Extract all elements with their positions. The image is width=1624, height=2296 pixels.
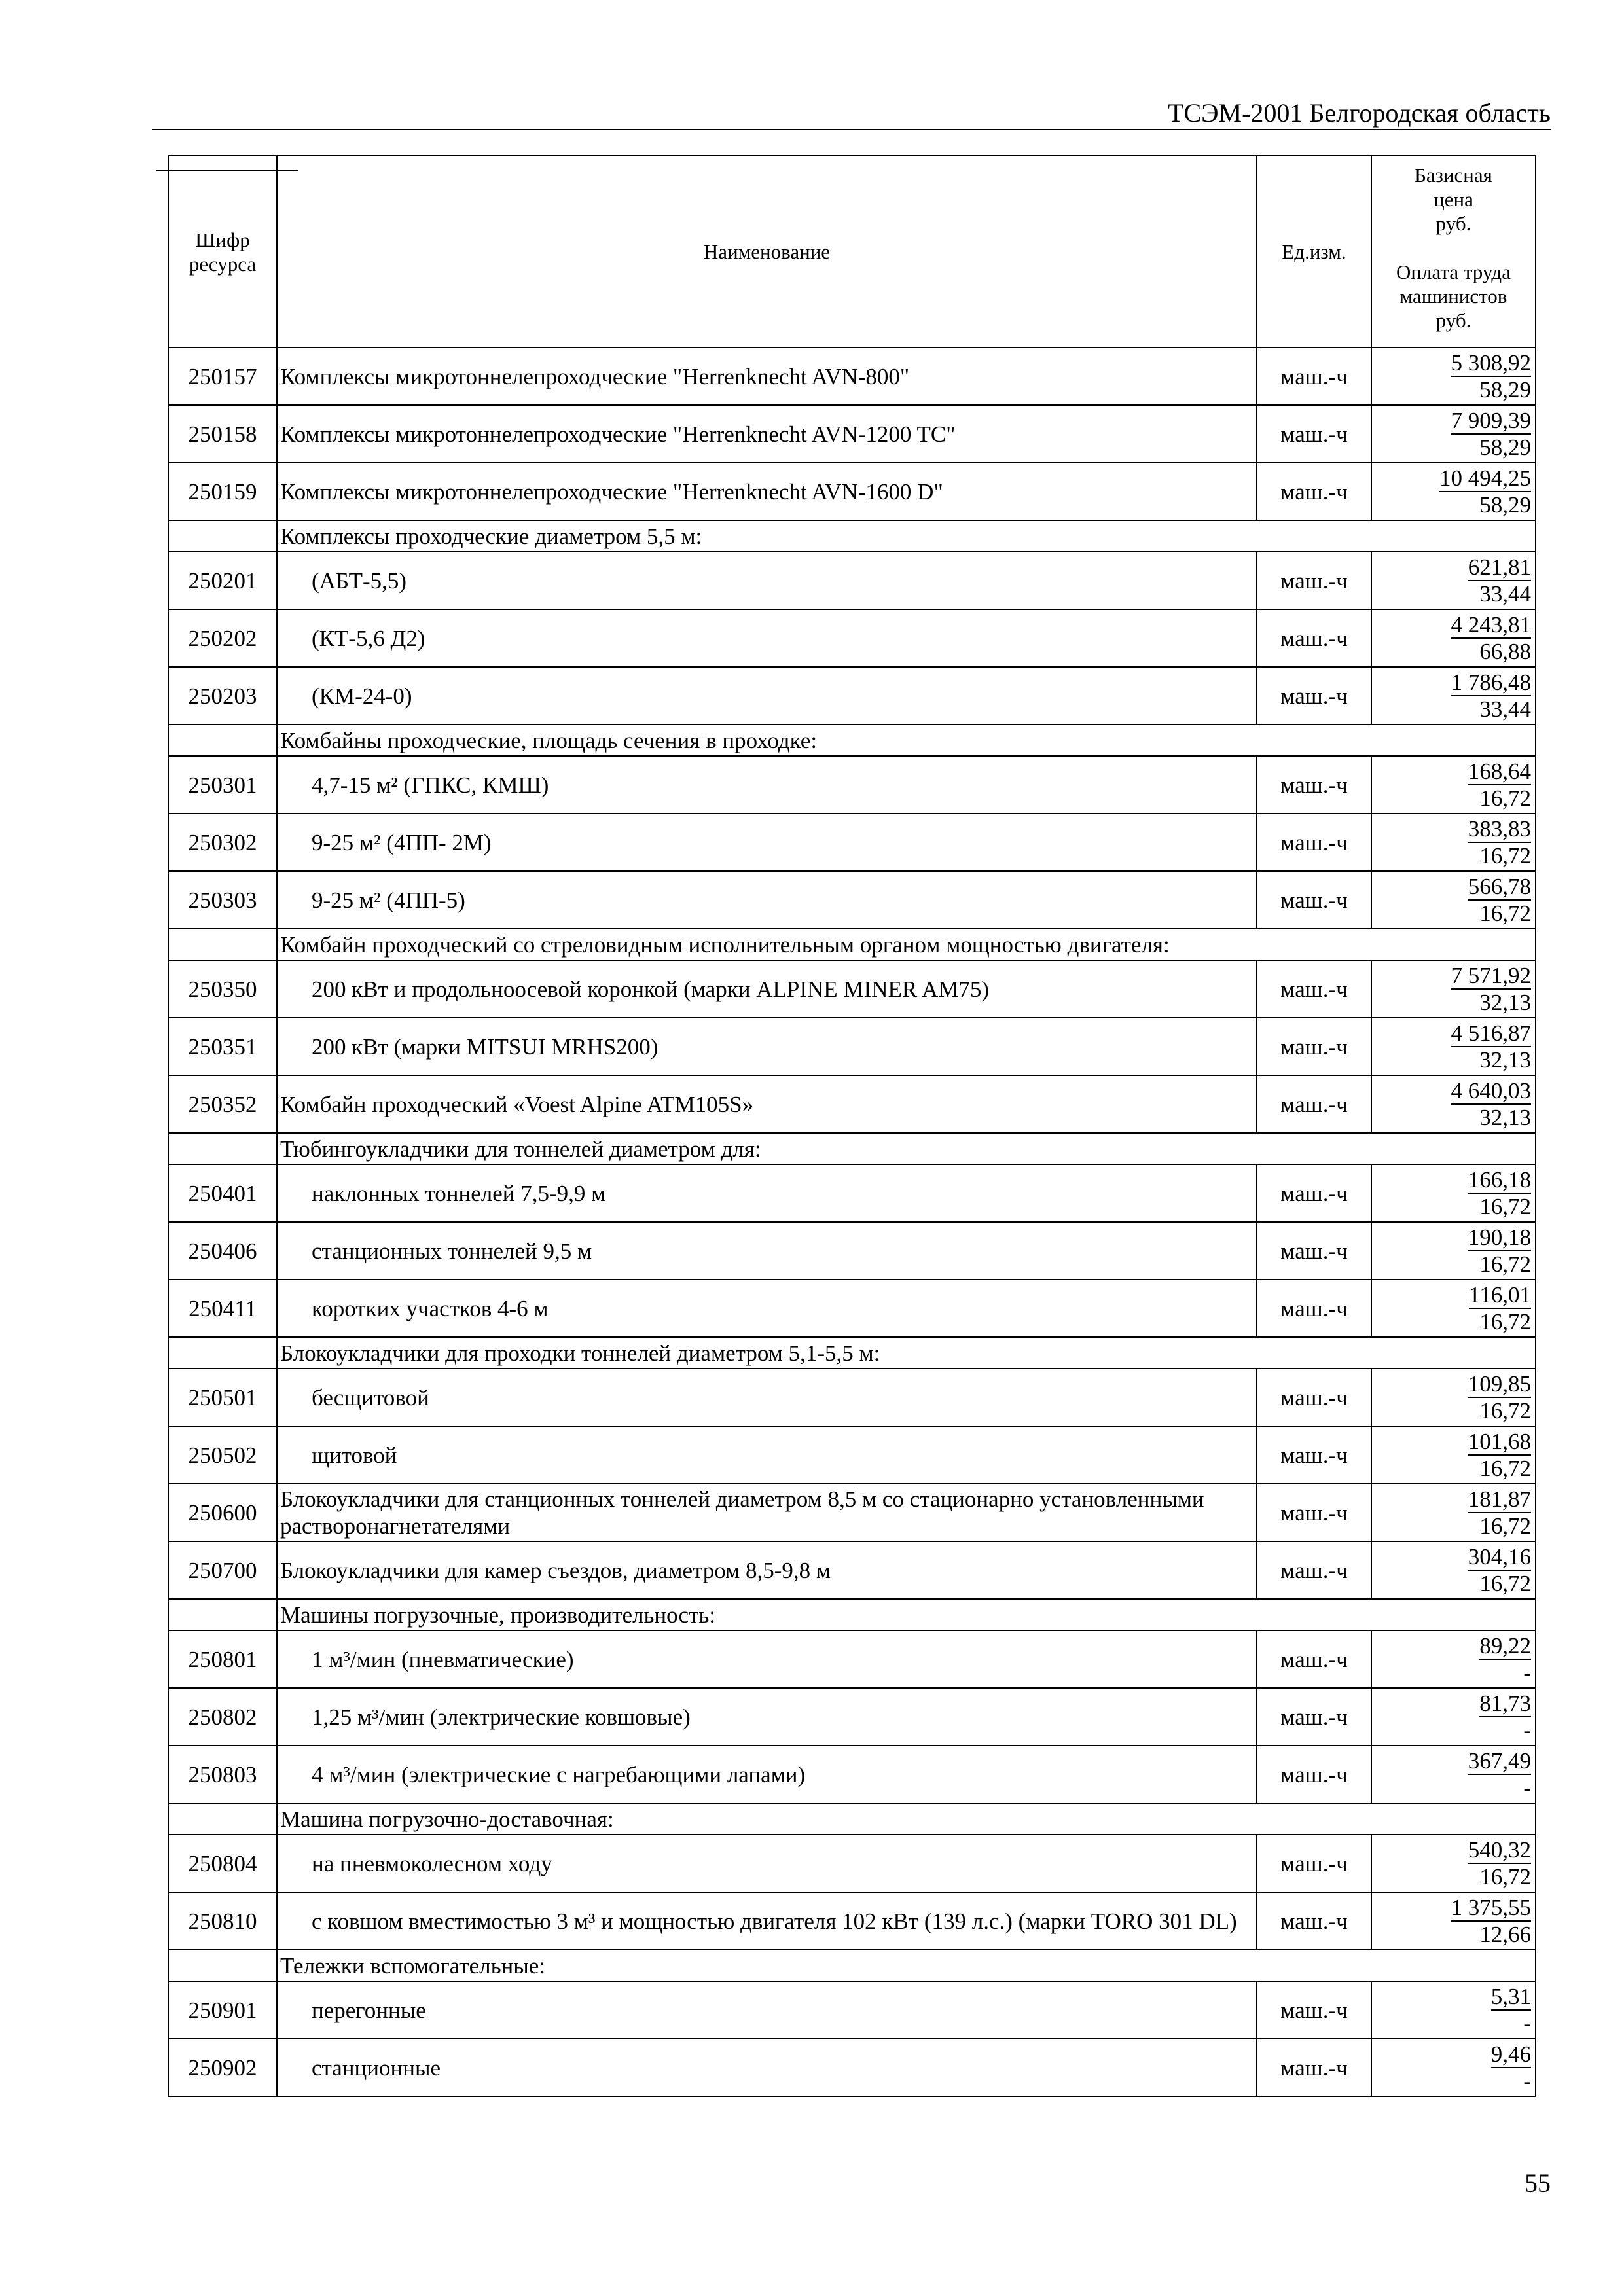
table-row	[168, 1981, 1536, 2039]
resource-name: Блокоукладчики для станционных тоннелей диаметром 8,5 м со стационарно установленными растворонагнетателями	[277, 1484, 1257, 1541]
operator-wage: 32,13	[1479, 1105, 1531, 1130]
resource-code: 250802	[168, 1688, 277, 1746]
section-heading-row	[168, 1803, 1536, 1835]
header-rule	[152, 129, 1551, 130]
resource-name: Комплексы микротоннелепроходческие "Herrenknecht AVN-800"	[277, 348, 1257, 405]
operator-wage: 66,88	[1479, 639, 1531, 664]
base-price: 4 516,87	[1451, 1020, 1531, 1046]
table-row	[168, 552, 1536, 609]
section-heading: Тележки вспомогательные:	[277, 1950, 1536, 1981]
operator-wage: -	[1523, 2011, 1531, 2036]
price-cell	[1371, 1981, 1536, 2039]
resource-name: 200 кВт (марки MITSUI MRHS200)	[277, 1018, 1257, 1075]
header-price-line: цена	[1434, 188, 1473, 211]
operator-wage: 16,72	[1479, 785, 1531, 811]
table-row	[168, 871, 1536, 929]
base-price: 7 909,39	[1451, 408, 1531, 433]
operator-wage: 33,44	[1479, 696, 1531, 722]
base-price: 383,83	[1468, 816, 1531, 842]
base-price: 7 571,92	[1451, 963, 1531, 988]
resource-code: 250352	[168, 1075, 277, 1133]
unit: маш.-ч	[1257, 552, 1371, 609]
header-code: Шифр ресурса	[168, 156, 277, 348]
resource-name: Комбайн проходческий «Voest Alpine ATM105S»	[277, 1075, 1257, 1133]
unit: маш.-ч	[1257, 1630, 1371, 1688]
operator-wage: 33,44	[1479, 581, 1531, 607]
operator-wage: 16,72	[1479, 1398, 1531, 1424]
resource-code: 250158	[168, 405, 277, 463]
resource-code: 250901	[168, 1981, 277, 2039]
table-row	[168, 1688, 1536, 1746]
resource-code: 250157	[168, 348, 277, 405]
table-row	[168, 667, 1536, 725]
operator-wage: 16,72	[1479, 1456, 1531, 1481]
section-heading: Комбайн проходческий со стреловидным исполнительным органом мощностью двигателя:	[277, 929, 1536, 960]
section-code-cell	[168, 1599, 277, 1630]
price-cell	[1371, 1746, 1536, 1803]
base-price: 5,31	[1490, 1984, 1531, 2009]
section-heading: Машина погрузочно-доставочная:	[277, 1803, 1536, 1835]
resource-name: 9-25 м² (4ПП- 2М)	[277, 814, 1257, 871]
page-number: 55	[1525, 2168, 1551, 2198]
resource-code: 250411	[168, 1280, 277, 1337]
section-heading: Машины погрузочные, производительность:	[277, 1599, 1536, 1630]
operator-wage: 58,29	[1479, 492, 1531, 518]
price-cell	[1371, 1222, 1536, 1280]
unit: маш.-ч	[1257, 2039, 1371, 2096]
resource-code: 250303	[168, 871, 277, 929]
price-cell	[1371, 2039, 1536, 2096]
section-code-cell	[168, 929, 277, 960]
base-price: 168,64	[1468, 759, 1531, 784]
price-cell	[1371, 348, 1536, 405]
base-price: 9,46	[1490, 2041, 1531, 2067]
resource-code: 250801	[168, 1630, 277, 1688]
price-cell	[1371, 960, 1536, 1018]
base-price: 190,18	[1468, 1225, 1531, 1250]
resource-name: станционные	[277, 2039, 1257, 2096]
price-cell	[1371, 814, 1536, 871]
resource-name: Комплексы микротоннелепроходческие "Herrenknecht AVN-1200 TC"	[277, 405, 1257, 463]
resource-code: 250302	[168, 814, 277, 871]
price-cell	[1371, 405, 1536, 463]
table-row	[168, 463, 1536, 520]
unit: маш.-ч	[1257, 405, 1371, 463]
resource-code: 250351	[168, 1018, 277, 1075]
unit: маш.-ч	[1257, 1369, 1371, 1426]
price-cell	[1371, 667, 1536, 725]
resource-name: 1 м³/мин (пневматические)	[277, 1630, 1257, 1688]
price-cell	[1371, 1630, 1536, 1688]
base-price: 304,16	[1468, 1544, 1531, 1570]
unit: маш.-ч	[1257, 463, 1371, 520]
base-price: 566,78	[1468, 874, 1531, 899]
resource-name: (КМ-24-0)	[277, 667, 1257, 725]
unit: маш.-ч	[1257, 1018, 1371, 1075]
unit: маш.-ч	[1257, 1075, 1371, 1133]
base-price: 4 243,81	[1451, 612, 1531, 637]
resource-code: 250201	[168, 552, 277, 609]
table-row	[168, 1222, 1536, 1280]
resource-code: 250301	[168, 756, 277, 814]
table-row	[168, 609, 1536, 667]
base-price: 109,85	[1468, 1371, 1531, 1397]
operator-wage: 58,29	[1479, 377, 1531, 403]
price-cell	[1371, 871, 1536, 929]
unit: маш.-ч	[1257, 1426, 1371, 1484]
unit: маш.-ч	[1257, 1981, 1371, 2039]
operator-wage: -	[1523, 1717, 1531, 1743]
section-code-cell	[168, 1950, 277, 1981]
header-unit: Ед.изм.	[1257, 156, 1371, 348]
resource-code: 250401	[168, 1164, 277, 1222]
operator-wage: 32,13	[1479, 1047, 1531, 1073]
table-row	[168, 756, 1536, 814]
section-heading-row	[168, 929, 1536, 960]
table-row	[168, 1426, 1536, 1484]
table-row	[168, 1075, 1536, 1133]
header-price-line: руб.	[1435, 212, 1471, 235]
price-cell	[1371, 609, 1536, 667]
resource-code: 250700	[168, 1541, 277, 1599]
base-price: 101,68	[1468, 1429, 1531, 1454]
section-heading: Комплексы проходческие диаметром 5,5 м:	[277, 520, 1536, 552]
resource-name: (АБТ-5,5)	[277, 552, 1257, 609]
table-row	[168, 1369, 1536, 1426]
resource-name: Комплексы микротоннелепроходческие "Herrenknecht AVN-1600 D"	[277, 463, 1257, 520]
operator-wage: 16,72	[1479, 901, 1531, 926]
price-cell	[1371, 1484, 1536, 1541]
price-cell	[1371, 1164, 1536, 1222]
base-price: 1 786,48	[1451, 670, 1531, 695]
operator-wage: 12,66	[1479, 1922, 1531, 1947]
table-row	[168, 814, 1536, 871]
header-wage-line: Оплата труда	[1396, 260, 1511, 283]
resource-code: 250350	[168, 960, 277, 1018]
resource-price-table	[168, 155, 1536, 2097]
price-cell	[1371, 463, 1536, 520]
header-price-line: Базисная	[1415, 164, 1492, 187]
unit: маш.-ч	[1257, 871, 1371, 929]
price-cell	[1371, 552, 1536, 609]
unit: маш.-ч	[1257, 756, 1371, 814]
resource-name: коротких участков 4-6 м	[277, 1280, 1257, 1337]
resource-name: 9-25 м² (4ПП-5)	[277, 871, 1257, 929]
operator-wage: -	[1523, 1775, 1531, 1801]
unit: маш.-ч	[1257, 1164, 1371, 1222]
price-cell	[1371, 1369, 1536, 1426]
unit: маш.-ч	[1257, 1280, 1371, 1337]
resource-code: 250406	[168, 1222, 277, 1280]
section-heading: Тюбингоукладчики для тоннелей диаметром для:	[277, 1133, 1536, 1164]
unit: маш.-ч	[1257, 1541, 1371, 1599]
table-row	[168, 348, 1536, 405]
base-price: 621,81	[1468, 554, 1531, 580]
unit: маш.-ч	[1257, 960, 1371, 1018]
resource-code: 250159	[168, 463, 277, 520]
section-heading-row	[168, 520, 1536, 552]
unit: маш.-ч	[1257, 667, 1371, 725]
base-price: 181,87	[1468, 1486, 1531, 1512]
table-header-row	[168, 156, 1536, 348]
resource-code: 250803	[168, 1746, 277, 1803]
resource-code: 250902	[168, 2039, 277, 2096]
resource-code: 250501	[168, 1369, 277, 1426]
resource-code: 250600	[168, 1484, 277, 1541]
operator-wage: 16,72	[1479, 843, 1531, 869]
base-price: 89,22	[1479, 1633, 1531, 1659]
base-price: 166,18	[1468, 1167, 1531, 1193]
resource-code: 250804	[168, 1835, 277, 1892]
unit: маш.-ч	[1257, 814, 1371, 871]
section-code-cell	[168, 1133, 277, 1164]
table-row	[168, 1280, 1536, 1337]
table-row	[168, 1484, 1536, 1541]
header-name: Наименование	[277, 156, 1257, 348]
resource-name: (КТ-5,6 Д2)	[277, 609, 1257, 667]
price-cell	[1371, 1688, 1536, 1746]
resource-name: перегонные	[277, 1981, 1257, 2039]
resource-name: станционных тоннелей 9,5 м	[277, 1222, 1257, 1280]
header-price	[1371, 156, 1536, 348]
price-cell	[1371, 1018, 1536, 1075]
resource-code: 250203	[168, 667, 277, 725]
resource-code: 250810	[168, 1892, 277, 1950]
price-cell	[1371, 756, 1536, 814]
section-code-cell	[168, 1337, 277, 1369]
resource-name: наклонных тоннелей 7,5-9,9 м	[277, 1164, 1257, 1222]
section-heading: Комбайны проходческие, площадь сечения в проходке:	[277, 725, 1536, 756]
base-price: 1 375,55	[1451, 1895, 1531, 1920]
price-cell	[1371, 1075, 1536, 1133]
resource-code: 250502	[168, 1426, 277, 1484]
operator-wage: 58,29	[1479, 435, 1531, 460]
header-wage-line: руб.	[1435, 309, 1471, 332]
resource-name: на пневмоколесном ходу	[277, 1835, 1257, 1892]
operator-wage: 16,72	[1479, 1251, 1531, 1277]
table-row	[168, 1018, 1536, 1075]
price-cell	[1371, 1892, 1536, 1950]
resource-name: 4,7-15 м² (ГПКС, КМШ)	[277, 756, 1257, 814]
resource-name: Блокоукладчики для камер съездов, диаметром 8,5-9,8 м	[277, 1541, 1257, 1599]
unit: маш.-ч	[1257, 1746, 1371, 1803]
table-row	[168, 2039, 1536, 2096]
unit: маш.-ч	[1257, 1222, 1371, 1280]
unit: маш.-ч	[1257, 609, 1371, 667]
operator-wage: 16,72	[1479, 1571, 1531, 1596]
resource-code: 250202	[168, 609, 277, 667]
unit: маш.-ч	[1257, 1688, 1371, 1746]
table-row	[168, 405, 1536, 463]
section-code-cell	[168, 520, 277, 552]
operator-wage: -	[1523, 2068, 1531, 2094]
base-price: 81,73	[1479, 1691, 1531, 1716]
base-price: 116,01	[1469, 1282, 1531, 1308]
table-row	[168, 1541, 1536, 1599]
base-price: 540,32	[1468, 1837, 1531, 1863]
table-row	[168, 960, 1536, 1018]
table-row	[168, 1164, 1536, 1222]
unit: маш.-ч	[1257, 1892, 1371, 1950]
resource-name: щитовой	[277, 1426, 1257, 1484]
header-wage-line: машинистов	[1399, 285, 1507, 308]
resource-name: 4 м³/мин (электрические с нагребающими лапами)	[277, 1746, 1257, 1803]
operator-wage: 16,72	[1479, 1194, 1531, 1219]
operator-wage: 16,72	[1479, 1309, 1531, 1335]
operator-wage: -	[1523, 1660, 1531, 1685]
operator-wage: 16,72	[1479, 1513, 1531, 1539]
base-price: 10 494,25	[1439, 465, 1531, 491]
resource-name: 1,25 м³/мин (электрические ковшовые)	[277, 1688, 1257, 1746]
price-cell	[1371, 1280, 1536, 1337]
unit: маш.-ч	[1257, 1835, 1371, 1892]
section-heading-row	[168, 1133, 1536, 1164]
price-cell	[1371, 1835, 1536, 1892]
price-cell	[1371, 1541, 1536, 1599]
base-price: 5 308,92	[1451, 350, 1531, 376]
section-heading-row	[168, 1950, 1536, 1981]
section-code-cell	[168, 725, 277, 756]
resource-name: 200 кВт и продольноосевой коронкой (марки ALPINE MINER AM75)	[277, 960, 1257, 1018]
operator-wage: 32,13	[1479, 990, 1531, 1015]
section-heading-row	[168, 725, 1536, 756]
table-row	[168, 1892, 1536, 1950]
section-heading-row	[168, 1337, 1536, 1369]
base-price: 4 640,03	[1451, 1078, 1531, 1103]
resource-name: с ковшом вместимостью 3 м³ и мощностью двигателя 102 кВт (139 л.с.) (марки TORO 301 DL)	[277, 1892, 1257, 1950]
price-cell	[1371, 1426, 1536, 1484]
page-header-title: ТСЭМ-2001 Белгородская область	[1168, 98, 1551, 128]
section-code-cell	[168, 1803, 277, 1835]
resource-name: бесщитовой	[277, 1369, 1257, 1426]
unit: маш.-ч	[1257, 1484, 1371, 1541]
section-heading: Блокоукладчики для проходки тоннелей диаметром 5,1-5,5 м:	[277, 1337, 1536, 1369]
section-heading-row	[168, 1599, 1536, 1630]
operator-wage: 16,72	[1479, 1864, 1531, 1890]
table-row	[168, 1835, 1536, 1892]
unit: маш.-ч	[1257, 348, 1371, 405]
table-row	[168, 1746, 1536, 1803]
table-row	[168, 1630, 1536, 1688]
base-price: 367,49	[1468, 1748, 1531, 1774]
